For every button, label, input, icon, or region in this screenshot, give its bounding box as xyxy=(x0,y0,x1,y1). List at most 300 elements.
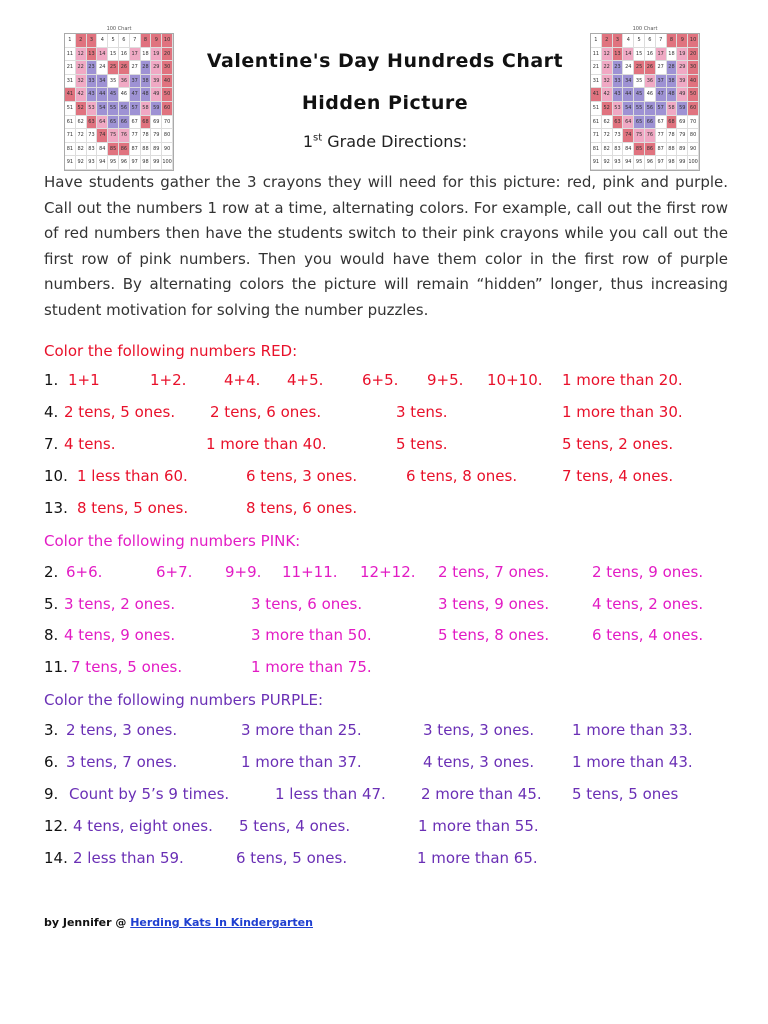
row-number: 2. xyxy=(44,563,59,581)
chart-cell: 29 xyxy=(677,61,688,75)
chart-cell: 34 xyxy=(97,75,108,89)
purple-row xyxy=(44,817,744,841)
number-clue: 1+2. xyxy=(150,371,187,389)
chart-cell: 16 xyxy=(645,48,656,62)
purple-row xyxy=(44,721,744,745)
chart-cell: 97 xyxy=(656,156,667,170)
number-clue: 3 tens, 6 ones. xyxy=(251,594,363,613)
chart-cell: 49 xyxy=(151,88,162,102)
number-clue: 1 more than 43. xyxy=(572,753,693,771)
footer-credit xyxy=(44,916,313,929)
row-number: 5. xyxy=(44,594,59,613)
chart-cell: 5 xyxy=(108,34,119,48)
chart-cell: 38 xyxy=(667,75,678,89)
chart-cell: 76 xyxy=(119,129,130,143)
chart-cell: 79 xyxy=(677,129,688,143)
chart-cell: 91 xyxy=(591,156,602,170)
chart-cell: 40 xyxy=(162,75,173,89)
chart-cell: 77 xyxy=(656,129,667,143)
chart-cell: 22 xyxy=(76,61,87,75)
chart-cell: 86 xyxy=(119,143,130,157)
number-clue: 1+1 xyxy=(68,371,100,389)
number-clue: 5 tens, 8 ones. xyxy=(438,626,550,644)
chart-cell: 50 xyxy=(688,88,699,102)
chart-cell: 11 xyxy=(591,48,602,62)
number-clue: 2 tens, 3 ones. xyxy=(66,721,178,739)
number-clue: 12+12. xyxy=(360,563,416,581)
chart-cell: 88 xyxy=(667,143,678,157)
chart-cell: 1 xyxy=(591,34,602,48)
chart-cell: 39 xyxy=(151,75,162,89)
chart-cell: 36 xyxy=(645,75,656,89)
chart-cell: 42 xyxy=(76,88,87,102)
chart-cell: 15 xyxy=(634,48,645,62)
chart-cell: 16 xyxy=(119,48,130,62)
number-clue: 3 tens. xyxy=(396,403,448,421)
chart-cell: 6 xyxy=(119,34,130,48)
number-clue: Count by 5’s 9 times. xyxy=(69,785,230,803)
directions-paragraph: Have students gather the 3 crayons they will need for this picture: red, pink and purple. Call out the numbers 1 row at a time, alternating colors. For example, call out the first row of red numbers then have the students switch to their pink crayons while you call out the first row of pink numbers. Then you would have them color in the first row of purple numbers. By alternating colors the picture will remain “hidden” longer, thus increasing student motivation for solving the number puzzles. xyxy=(44,173,728,319)
chart-cell: 53 xyxy=(87,102,98,116)
chart-cell: 33 xyxy=(613,75,624,89)
chart-cell: 60 xyxy=(688,102,699,116)
chart-cell: 24 xyxy=(623,61,634,75)
chart-cell: 4 xyxy=(623,34,634,48)
chart-cell: 78 xyxy=(667,129,678,143)
number-clue: 1 more than 75. xyxy=(251,657,372,676)
chart-cell: 46 xyxy=(119,88,130,102)
chart-cell: 70 xyxy=(688,116,699,130)
chart-cell: 52 xyxy=(602,102,613,116)
red-row xyxy=(44,435,744,459)
chart-cell: 18 xyxy=(141,48,152,62)
hundreds-chart-left xyxy=(64,26,174,166)
number-clue: 1 more than 55. xyxy=(418,817,539,835)
number-clue: 4 tens, 2 ones. xyxy=(592,594,704,613)
pink-row xyxy=(44,563,744,587)
chart-cell: 17 xyxy=(130,48,141,62)
chart-cell: 93 xyxy=(87,156,98,170)
chart-title: 100 Chart xyxy=(632,26,658,32)
chart-cell: 8 xyxy=(141,34,152,48)
chart-cell: 37 xyxy=(130,75,141,89)
chart-cell: 74 xyxy=(97,129,108,143)
chart-cell: 71 xyxy=(65,129,76,143)
section-title-red: Color the following numbers RED: xyxy=(44,342,298,360)
chart-cell: 29 xyxy=(151,61,162,75)
chart-cell: 95 xyxy=(634,156,645,170)
pink-row xyxy=(44,595,744,619)
chart-cell: 28 xyxy=(141,61,152,75)
number-clue: 2 tens, 7 ones. xyxy=(438,563,550,581)
chart-cell: 38 xyxy=(141,75,152,89)
row-number: 9. xyxy=(44,785,59,803)
chart-cell: 51 xyxy=(591,102,602,116)
chart-cell: 59 xyxy=(677,102,688,116)
chart-cell: 21 xyxy=(65,61,76,75)
row-number: 14. xyxy=(44,849,68,867)
chart-cell: 46 xyxy=(645,88,656,102)
chart-cell: 81 xyxy=(65,143,76,157)
chart-cell: 41 xyxy=(591,88,602,102)
number-clue: 4 tens, 3 ones. xyxy=(423,753,535,771)
chart-cell: 73 xyxy=(613,129,624,143)
chart-cell: 36 xyxy=(119,75,130,89)
chart-cell: 23 xyxy=(613,61,624,75)
number-clue: 1 less than 60. xyxy=(77,467,188,485)
chart-cell: 33 xyxy=(87,75,98,89)
number-clue: 9+5. xyxy=(427,371,464,389)
chart-cell: 27 xyxy=(656,61,667,75)
chart-cell: 57 xyxy=(130,102,141,116)
chart-cell: 78 xyxy=(141,129,152,143)
number-clue: 5 tens, 5 ones xyxy=(572,785,679,803)
chart-cell: 80 xyxy=(162,129,173,143)
chart-cell: 77 xyxy=(130,129,141,143)
chart-cell: 10 xyxy=(162,34,173,48)
chart-cell: 53 xyxy=(613,102,624,116)
chart-cell: 37 xyxy=(656,75,667,89)
number-clue: 2 tens, 6 ones. xyxy=(210,403,322,421)
chart-cell: 26 xyxy=(645,61,656,75)
chart-cell: 99 xyxy=(151,156,162,170)
chart-cell: 27 xyxy=(130,61,141,75)
grade-suffix: st xyxy=(313,132,323,144)
pink-row xyxy=(44,658,744,682)
chart-cell: 19 xyxy=(151,48,162,62)
chart-cell: 28 xyxy=(667,61,678,75)
row-number: 13. xyxy=(44,499,68,517)
number-clue: 2 less than 59. xyxy=(73,849,184,867)
chart-cell: 3 xyxy=(87,34,98,48)
chart-cell: 66 xyxy=(645,116,656,130)
number-clue: 9+9. xyxy=(225,563,262,581)
section-title-purple: Color the following numbers PURPLE: xyxy=(44,691,324,709)
chart-cell: 59 xyxy=(151,102,162,116)
footer-prefix: by Jennifer @ xyxy=(44,916,131,929)
chart-cell: 32 xyxy=(602,75,613,89)
chart-cell: 83 xyxy=(87,143,98,157)
chart-cell: 71 xyxy=(591,129,602,143)
purple-row xyxy=(44,785,744,809)
chart-cell: 39 xyxy=(677,75,688,89)
number-clue: 1 more than 37. xyxy=(241,753,362,771)
row-number: 3. xyxy=(44,721,59,739)
chart-cell: 40 xyxy=(688,75,699,89)
row-number: 12. xyxy=(44,817,68,835)
chart-cell: 23 xyxy=(87,61,98,75)
chart-cell: 88 xyxy=(141,143,152,157)
number-clue: 1 more than 33. xyxy=(572,721,693,739)
chart-cell: 1 xyxy=(65,34,76,48)
chart-cell: 3 xyxy=(613,34,624,48)
pink-row xyxy=(44,626,744,650)
chart-cell: 12 xyxy=(76,48,87,62)
chart-cell: 75 xyxy=(634,129,645,143)
number-clue: 8 tens, 5 ones. xyxy=(77,499,189,517)
hundreds-chart-right xyxy=(590,26,700,166)
purple-row xyxy=(44,753,744,777)
chart-cell: 65 xyxy=(634,116,645,130)
chart-cell: 60 xyxy=(162,102,173,116)
chart-cell: 43 xyxy=(613,88,624,102)
chart-cell: 45 xyxy=(634,88,645,102)
chart-cell: 7 xyxy=(130,34,141,48)
chart-cell: 32 xyxy=(76,75,87,89)
chart-cell: 34 xyxy=(623,75,634,89)
chart-cell: 63 xyxy=(613,116,624,130)
chart-cell: 14 xyxy=(623,48,634,62)
chart-cell: 80 xyxy=(688,129,699,143)
chart-cell: 68 xyxy=(667,116,678,130)
red-row xyxy=(44,499,744,523)
chart-cell: 55 xyxy=(634,102,645,116)
number-clue: 10+10. xyxy=(487,371,543,389)
number-clue: 2 more than 45. xyxy=(421,785,542,803)
chart-cell: 85 xyxy=(108,143,119,157)
chart-cell: 45 xyxy=(108,88,119,102)
chart-cell: 2 xyxy=(76,34,87,48)
number-clue: 1 less than 47. xyxy=(275,785,386,803)
chart-cell: 17 xyxy=(656,48,667,62)
number-clue: 7 tens, 5 ones. xyxy=(71,657,183,676)
chart-cell: 99 xyxy=(677,156,688,170)
chart-cell: 94 xyxy=(97,156,108,170)
chart-cell: 2 xyxy=(602,34,613,48)
chart-cell: 67 xyxy=(656,116,667,130)
chart-cell: 9 xyxy=(677,34,688,48)
number-clue: 3 more than 25. xyxy=(241,721,362,739)
chart-cell: 44 xyxy=(623,88,634,102)
chart-cell: 75 xyxy=(108,129,119,143)
chart-cell: 57 xyxy=(656,102,667,116)
number-clue: 3 tens, 9 ones. xyxy=(438,594,550,613)
chart-cell: 22 xyxy=(602,61,613,75)
number-clue: 8 tens, 6 ones. xyxy=(246,499,358,517)
chart-cell: 47 xyxy=(656,88,667,102)
chart-cell: 25 xyxy=(634,61,645,75)
number-clue: 1 more than 65. xyxy=(417,849,538,867)
chart-cell: 54 xyxy=(623,102,634,116)
chart-cell: 20 xyxy=(162,48,173,62)
grade-number: 1 xyxy=(302,132,314,151)
chart-cell: 15 xyxy=(108,48,119,62)
chart-cell: 58 xyxy=(141,102,152,116)
chart-cell: 82 xyxy=(602,143,613,157)
chart-cell: 8 xyxy=(667,34,678,48)
chart-grid xyxy=(590,33,700,171)
number-clue: 7 tens, 4 ones. xyxy=(562,467,674,485)
chart-cell: 83 xyxy=(613,143,624,157)
chart-cell: 35 xyxy=(108,75,119,89)
purple-row xyxy=(44,849,744,873)
chart-cell: 76 xyxy=(645,129,656,143)
chart-cell: 21 xyxy=(591,61,602,75)
chart-cell: 56 xyxy=(119,102,130,116)
chart-cell: 44 xyxy=(97,88,108,102)
chart-cell: 35 xyxy=(634,75,645,89)
chart-cell: 30 xyxy=(162,61,173,75)
number-clue: 4+5. xyxy=(287,371,324,389)
chart-cell: 13 xyxy=(87,48,98,62)
chart-cell: 92 xyxy=(602,156,613,170)
number-clue: 2 tens, 5 ones. xyxy=(64,403,176,421)
chart-cell: 19 xyxy=(677,48,688,62)
chart-cell: 96 xyxy=(645,156,656,170)
chart-cell: 49 xyxy=(677,88,688,102)
number-clue: 6 tens, 4 ones. xyxy=(592,626,704,644)
number-clue: 3 more than 50. xyxy=(251,626,372,644)
number-clue: 4+4. xyxy=(224,371,261,389)
chart-cell: 87 xyxy=(130,143,141,157)
number-clue: 5 tens, 2 ones. xyxy=(562,435,674,453)
number-clue: 5 tens, 4 ones. xyxy=(239,817,351,835)
chart-cell: 9 xyxy=(151,34,162,48)
footer-link[interactable]: Herding Kats In Kindergarten xyxy=(130,916,313,929)
number-clue: 4 tens, eight ones. xyxy=(73,817,213,835)
red-row xyxy=(44,371,744,395)
number-clue: 4 tens. xyxy=(64,435,116,453)
chart-cell: 84 xyxy=(623,143,634,157)
chart-cell: 72 xyxy=(76,129,87,143)
chart-cell: 31 xyxy=(65,75,76,89)
chart-cell: 52 xyxy=(76,102,87,116)
chart-cell: 72 xyxy=(602,129,613,143)
number-clue: 6 tens, 8 ones. xyxy=(406,467,518,485)
number-clue: 6 tens, 5 ones. xyxy=(236,849,348,867)
chart-cell: 30 xyxy=(688,61,699,75)
chart-cell: 79 xyxy=(151,129,162,143)
chart-cell: 51 xyxy=(65,102,76,116)
chart-cell: 63 xyxy=(87,116,98,130)
chart-cell: 70 xyxy=(162,116,173,130)
chart-cell: 11 xyxy=(65,48,76,62)
chart-cell: 20 xyxy=(688,48,699,62)
row-number: 4. xyxy=(44,403,59,421)
chart-cell: 64 xyxy=(97,116,108,130)
chart-cell: 98 xyxy=(141,156,152,170)
chart-cell: 4 xyxy=(97,34,108,48)
chart-cell: 91 xyxy=(65,156,76,170)
chart-cell: 93 xyxy=(613,156,624,170)
chart-cell: 84 xyxy=(97,143,108,157)
chart-title: 100 Chart xyxy=(106,26,132,32)
row-number: 1. xyxy=(44,371,59,389)
chart-cell: 18 xyxy=(667,48,678,62)
chart-cell: 64 xyxy=(623,116,634,130)
chart-cell: 14 xyxy=(97,48,108,62)
chart-cell: 73 xyxy=(87,129,98,143)
chart-cell: 81 xyxy=(591,143,602,157)
chart-cell: 13 xyxy=(613,48,624,62)
chart-cell: 7 xyxy=(656,34,667,48)
row-number: 8. xyxy=(44,626,59,644)
chart-cell: 87 xyxy=(656,143,667,157)
chart-cell: 41 xyxy=(65,88,76,102)
chart-cell: 68 xyxy=(141,116,152,130)
chart-cell: 5 xyxy=(634,34,645,48)
chart-cell: 25 xyxy=(108,61,119,75)
chart-cell: 61 xyxy=(591,116,602,130)
chart-cell: 56 xyxy=(645,102,656,116)
chart-cell: 24 xyxy=(97,61,108,75)
chart-cell: 65 xyxy=(108,116,119,130)
chart-cell: 100 xyxy=(162,156,173,170)
chart-cell: 89 xyxy=(677,143,688,157)
chart-cell: 98 xyxy=(667,156,678,170)
row-number: 11. xyxy=(44,657,68,676)
chart-cell: 69 xyxy=(151,116,162,130)
chart-cell: 67 xyxy=(130,116,141,130)
chart-cell: 26 xyxy=(119,61,130,75)
red-row xyxy=(44,467,744,491)
chart-cell: 96 xyxy=(119,156,130,170)
chart-cell: 92 xyxy=(76,156,87,170)
number-clue: 1 more than 30. xyxy=(562,403,683,421)
chart-cell: 74 xyxy=(623,129,634,143)
chart-cell: 61 xyxy=(65,116,76,130)
chart-cell: 100 xyxy=(688,156,699,170)
grade-text: Grade Directions: xyxy=(322,132,468,151)
number-clue: 6 tens, 3 ones. xyxy=(246,467,358,485)
row-number: 10. xyxy=(44,467,68,485)
chart-cell: 12 xyxy=(602,48,613,62)
number-clue: 5 tens. xyxy=(396,435,448,453)
chart-cell: 48 xyxy=(141,88,152,102)
chart-cell: 47 xyxy=(130,88,141,102)
number-clue: 1 more than 40. xyxy=(206,435,327,453)
number-clue: 11+11. xyxy=(282,563,338,581)
chart-cell: 86 xyxy=(645,143,656,157)
chart-cell: 43 xyxy=(87,88,98,102)
page-subtitle: Hidden Picture xyxy=(301,92,469,114)
number-clue: 3 tens, 2 ones. xyxy=(64,594,176,613)
chart-cell: 89 xyxy=(151,143,162,157)
chart-cell: 6 xyxy=(645,34,656,48)
chart-cell: 95 xyxy=(108,156,119,170)
number-clue: 4 tens, 9 ones. xyxy=(64,626,176,644)
number-clue: 2 tens, 9 ones. xyxy=(592,563,704,581)
number-clue: 6+5. xyxy=(362,371,399,389)
chart-cell: 85 xyxy=(634,143,645,157)
chart-cell: 82 xyxy=(76,143,87,157)
chart-cell: 66 xyxy=(119,116,130,130)
section-title-pink: Color the following numbers PINK: xyxy=(44,532,301,550)
row-number: 7. xyxy=(44,435,59,453)
chart-cell: 90 xyxy=(688,143,699,157)
red-row xyxy=(44,403,744,427)
number-clue: 1 more than 20. xyxy=(562,371,683,389)
chart-cell: 90 xyxy=(162,143,173,157)
chart-cell: 31 xyxy=(591,75,602,89)
number-clue: 6+6. xyxy=(66,563,103,581)
chart-cell: 55 xyxy=(108,102,119,116)
chart-cell: 94 xyxy=(623,156,634,170)
number-clue: 6+7. xyxy=(156,563,193,581)
chart-cell: 54 xyxy=(97,102,108,116)
chart-cell: 97 xyxy=(130,156,141,170)
chart-cell: 50 xyxy=(162,88,173,102)
chart-grid xyxy=(64,33,174,171)
chart-cell: 42 xyxy=(602,88,613,102)
row-number: 6. xyxy=(44,753,59,771)
page-title: Valentine's Day Hundreds Chart xyxy=(206,50,564,72)
chart-cell: 10 xyxy=(688,34,699,48)
chart-cell: 58 xyxy=(667,102,678,116)
grade-directions-heading xyxy=(180,132,590,151)
chart-cell: 62 xyxy=(76,116,87,130)
chart-cell: 48 xyxy=(667,88,678,102)
